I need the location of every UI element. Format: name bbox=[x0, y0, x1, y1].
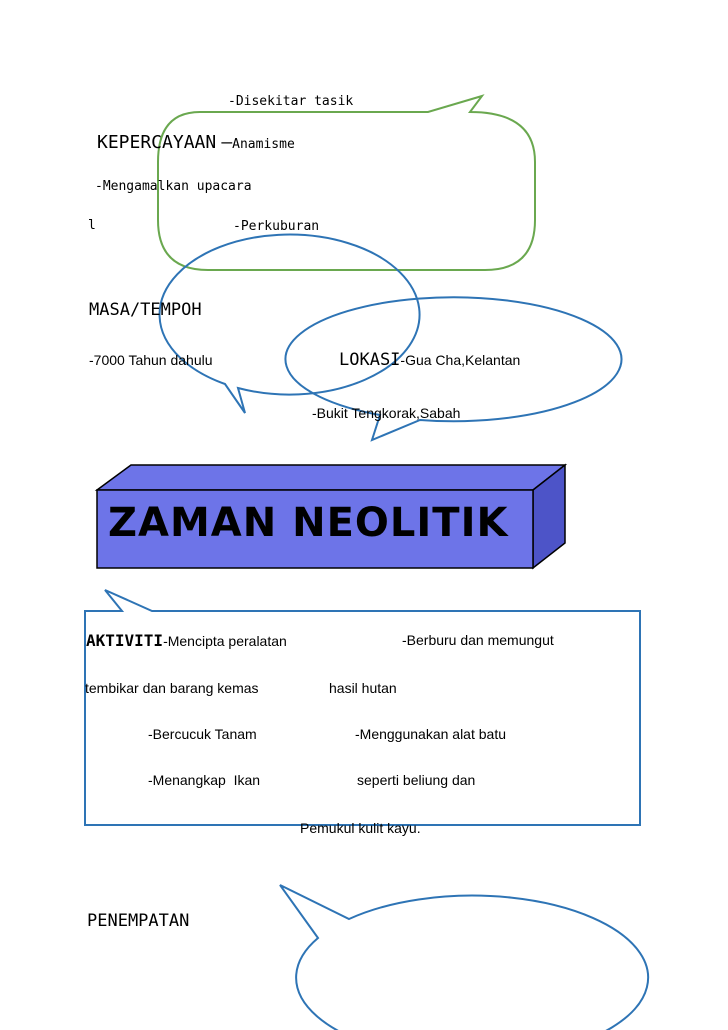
aktiviti-item: -Bercucuk Tanam bbox=[148, 726, 257, 742]
kepercayaan-heading-row bbox=[97, 132, 295, 153]
kepercayaan-heading: KEPERCAYAAN bbox=[97, 132, 217, 153]
aktiviti-item: -Berburu dan memungut bbox=[402, 632, 554, 648]
masa-heading: MASA/TEMPOH bbox=[89, 300, 202, 320]
lokasi-value-1: -Gua Cha,Kelantan bbox=[400, 352, 521, 368]
banner-top-face bbox=[97, 465, 565, 490]
aktiviti-item: -Menggunakan alat batu bbox=[355, 726, 506, 742]
lokasi-value-2: -Bukit Tengkorak,Sabah bbox=[312, 405, 461, 421]
lokasi-heading: LOKASI bbox=[339, 350, 401, 370]
aktiviti-heading-row bbox=[86, 631, 287, 650]
penempatan-bubble bbox=[280, 885, 648, 1030]
aktiviti-heading: AKTIVITI bbox=[86, 631, 164, 650]
kepercayaan-line-perkuburan: -Perkuburan bbox=[233, 219, 320, 234]
kepercayaan-location-text: -Disekitar tasik bbox=[228, 94, 354, 109]
aktiviti-item: Pemukul kulit kayu. bbox=[300, 820, 421, 836]
penempatan-heading: PENEMPATAN bbox=[87, 911, 190, 931]
lokasi-heading-row bbox=[339, 350, 520, 370]
aktiviti-item: tembikar dan barang kemas bbox=[85, 680, 259, 696]
aktiviti-box bbox=[85, 590, 640, 825]
aktiviti-item: -Menangkap Ikan bbox=[148, 772, 261, 788]
kepercayaan-dash: – bbox=[221, 132, 233, 153]
kepercayaan-mark: l bbox=[88, 218, 96, 233]
kepercayaan-value: Anamisme bbox=[232, 137, 295, 152]
aktiviti-item: -Mencipta peralatan bbox=[163, 633, 287, 649]
aktiviti-item: hasil hutan bbox=[329, 680, 397, 696]
kepercayaan-line-upacara: -Mengamalkan upacara bbox=[95, 179, 252, 194]
masa-value: -7000 Tahun dahulu bbox=[89, 352, 213, 368]
aktiviti-item: seperti beliung dan bbox=[357, 772, 476, 788]
banner-title: ZAMAN NEOLITIK bbox=[108, 500, 509, 546]
